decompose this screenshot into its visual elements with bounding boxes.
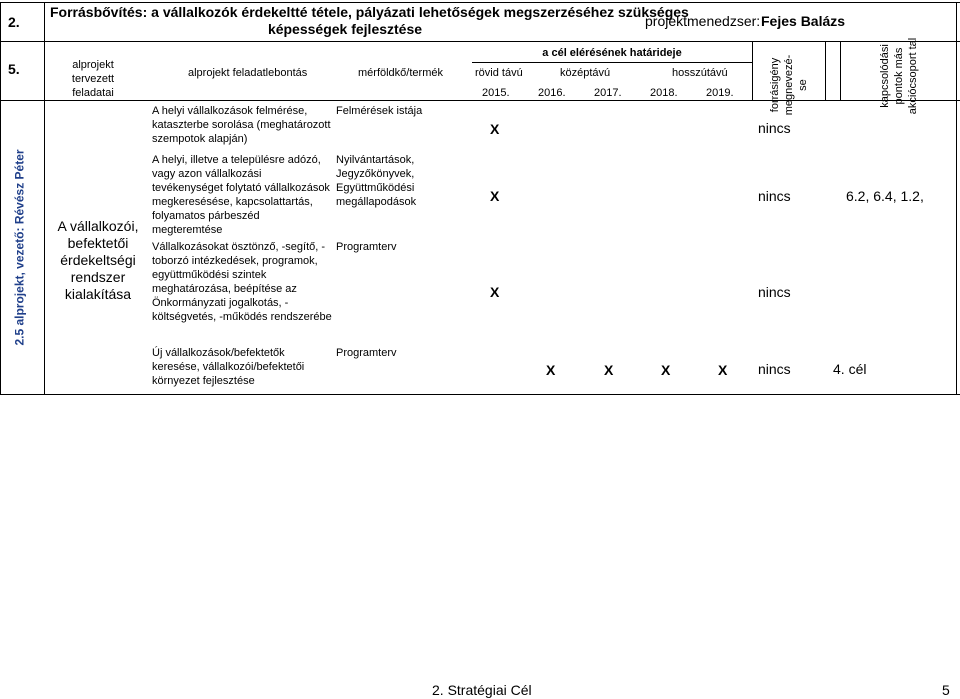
row1-milestone: Felmérések istája	[336, 105, 423, 117]
manager-name: Fejes Balázs	[761, 13, 846, 29]
row3-funding: nincs	[758, 284, 791, 300]
page-number: 5	[942, 682, 950, 698]
year-2015: 2015.	[482, 87, 510, 99]
subproject-side-label: 2.5 alprojekt, vezető: Révész Péter	[12, 149, 27, 346]
deadline-sub-border	[472, 62, 752, 63]
col-funding: forrásigény megnevezé-se	[769, 54, 809, 116]
links-col-border	[840, 41, 841, 100]
page-title-line1: Forrásbővítés: a vállalkozók érdekeltté tétele, pályázati lehetőségek megszerzéséhez szükséges	[50, 4, 689, 20]
row1-breakdown: A helyi vállalkozások felmérése, kataszterbe sorolása (meghatározott szempotok alapján)	[152, 105, 331, 145]
row3-milestone: Programterv	[336, 241, 397, 253]
col-tasks: alprojekt tervezett feladatai	[71, 59, 115, 99]
table-top-border	[0, 2, 960, 3]
row4-mark-2018: X	[661, 362, 671, 378]
row4-milestone: Programterv	[336, 347, 397, 359]
row4-funding: nincs	[758, 361, 791, 377]
row2-funding: nincs	[758, 188, 791, 204]
row2-breakdown: A helyi, illetve a településre adózó, vagy azon vállalkozási tevékenységet folytató vállalkozások megkeresésése, kapcsolattartás, folyamatos párbeszéd megteremtése	[152, 154, 330, 236]
row4-breakdown: Új vállalkozások/befektetők keresése, vállalkozói/befektetői környezet fejlesztése	[152, 347, 305, 387]
row3-mark: X	[490, 284, 500, 300]
year-2018: 2018.	[650, 87, 678, 99]
col-breakdown: alprojekt feladatlebontás	[188, 67, 308, 79]
left-border	[0, 2, 1, 394]
year-2017: 2017.	[594, 87, 622, 99]
row4-mark-2017: X	[604, 362, 614, 378]
row1-mark: X	[490, 121, 500, 137]
col-milestone: mérföldkő/termék	[358, 67, 443, 79]
row2-links: 6.2, 6.4, 1.2,	[846, 188, 924, 204]
page-title-line2: képességek fejlesztése	[267, 21, 423, 37]
row3-breakdown: Vállalkozásokat ösztönző, -segítő, - toborzó intézkedések, programok, együttműködési szintek meghatározása, beépítése az Önkormányzati jogalkotás, - költségvetés, -működés rendszerébe	[152, 241, 332, 323]
row-number: 5.	[8, 61, 20, 77]
row1-bottom-border	[0, 100, 960, 101]
header-bottom-border	[0, 41, 960, 42]
funding-col-border	[752, 41, 753, 100]
year-2016: 2016.	[538, 87, 566, 99]
row4-mark-2019: X	[718, 362, 728, 378]
right-border	[956, 2, 957, 394]
manager-label: projektmenedzser:	[645, 13, 761, 29]
year-2019: 2019.	[706, 87, 734, 99]
row4-links: 4. cél	[833, 361, 867, 377]
row2-mark: X	[490, 188, 500, 204]
col-short: rövid távú	[475, 67, 523, 79]
col-deadline: a cél elérésének határideje	[542, 47, 682, 59]
row2-milestone: Nyilvántartások, Jegyzőkönyvek, Együttműködési megállapodások	[336, 154, 417, 208]
row4-mark-2016: X	[546, 362, 556, 378]
footer-title: 2. Stratégiai Cél	[432, 682, 532, 698]
col-long: hosszútávú	[672, 67, 728, 79]
table-bottom-border	[0, 394, 960, 395]
col-links: kapcsolódási pontok más akciócsoport tal	[879, 37, 919, 115]
row1-funding: nincs	[758, 120, 791, 136]
num-col-border	[44, 2, 45, 394]
task-name: A vállalkozói, befektetői érdekeltségi rendszer kialakítása	[57, 218, 139, 302]
col-mid: középtávú	[560, 67, 611, 79]
funding-col-border-2	[825, 41, 826, 100]
section-number: 2.	[8, 14, 20, 30]
